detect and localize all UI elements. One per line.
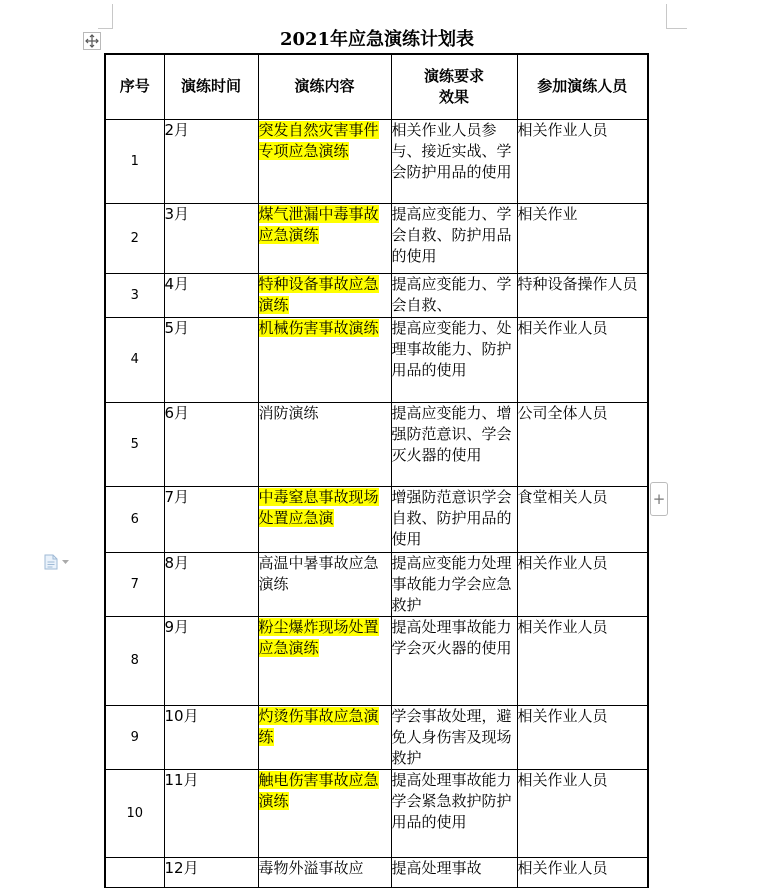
- cell-content[interactable]: [258, 273, 391, 317]
- move-icon: [85, 34, 99, 48]
- dropdown-arrow-icon: [62, 560, 69, 565]
- table-row: [105, 317, 648, 402]
- table-row: [105, 769, 648, 857]
- cell-content[interactable]: 消防演练: [258, 402, 391, 486]
- cell-personnel[interactable]: 特种设备操作人员: [517, 273, 648, 317]
- cell-content[interactable]: [258, 203, 391, 273]
- highlighted-text: 灼烫伤事故应急演练: [258, 706, 379, 746]
- cell-time[interactable]: 5月: [164, 317, 258, 402]
- cell-content[interactable]: [258, 705, 391, 769]
- cell-content[interactable]: [258, 769, 391, 857]
- cell-time[interactable]: 2月: [164, 119, 258, 203]
- cell-index[interactable]: 4: [105, 317, 164, 402]
- table-row: [105, 552, 648, 616]
- cell-time[interactable]: 12月: [164, 857, 258, 887]
- highlighted-text: 触电伤害事故应急演练: [258, 770, 379, 810]
- cell-personnel[interactable]: 相关作业人员: [517, 317, 648, 402]
- cell-personnel[interactable]: 相关作业人员: [517, 705, 648, 769]
- cell-personnel[interactable]: 相关作业人员: [517, 552, 648, 616]
- header-index: 序号: [105, 54, 164, 119]
- cell-personnel[interactable]: 公司全体人员: [517, 402, 648, 486]
- cell-requirement[interactable]: 提高应变能力处理事故能力学会应急救护: [391, 552, 517, 616]
- table-row: [105, 119, 648, 203]
- cell-content[interactable]: 高温中暑事故应急演练: [258, 552, 391, 616]
- table-row: [105, 273, 648, 317]
- cell-index[interactable]: 1: [105, 119, 164, 203]
- cell-personnel[interactable]: 相关作业人员: [517, 769, 648, 857]
- cell-time[interactable]: 6月: [164, 402, 258, 486]
- header-content: 演练内容: [258, 54, 391, 119]
- cell-personnel[interactable]: 相关作业人员: [517, 119, 648, 203]
- page-corner-mark-right: [666, 4, 687, 29]
- header-requirement: 演练要求 效果: [391, 54, 517, 119]
- cell-index[interactable]: 6: [105, 486, 164, 552]
- document-title: 2021年应急演练计划表: [279, 29, 475, 50]
- cell-time[interactable]: 11月: [164, 769, 258, 857]
- cell-requirement[interactable]: 提高应变能力、增强防范意识、学会灭火器的使用: [391, 402, 517, 486]
- highlighted-text: 粉尘爆炸现场处置应急演练: [258, 617, 379, 657]
- cell-index[interactable]: 9: [105, 705, 164, 769]
- cell-personnel[interactable]: 食堂相关人员: [517, 486, 648, 552]
- cell-time[interactable]: 9月: [164, 616, 258, 705]
- header-personnel: 参加演练人员: [517, 54, 648, 119]
- table-row: [105, 705, 648, 769]
- paragraph-menu[interactable]: [44, 554, 69, 570]
- highlighted-text: 突发自然灾害事件专项应急演练: [258, 120, 379, 160]
- cell-requirement[interactable]: 提高应变能力、处理事故能力、防护用品的使用: [391, 317, 517, 402]
- cell-personnel[interactable]: 相关作业人员: [517, 857, 648, 887]
- cell-content[interactable]: [258, 616, 391, 705]
- table-row: [105, 486, 648, 552]
- highlighted-text: 中毒窒息事故现场处置应急演: [258, 487, 379, 527]
- table-move-handle[interactable]: [83, 32, 101, 50]
- table-row: [105, 616, 648, 705]
- document-icon: [44, 554, 58, 570]
- cell-requirement[interactable]: 提高处理事故能力学会紧急救护防护用品的使用: [391, 769, 517, 857]
- cell-personnel[interactable]: 相关作业人员: [517, 616, 648, 705]
- cell-requirement[interactable]: 提高处理事故能力学会灭火器的使用: [391, 616, 517, 705]
- cell-time[interactable]: 4月: [164, 273, 258, 317]
- cell-index[interactable]: 7: [105, 552, 164, 616]
- cell-personnel[interactable]: 相关作业: [517, 203, 648, 273]
- cell-time[interactable]: 7月: [164, 486, 258, 552]
- highlighted-text: 煤气泄漏中毒事故应急演练: [258, 204, 379, 244]
- page-corner-mark-left: [98, 4, 113, 29]
- cell-content[interactable]: [258, 317, 391, 402]
- cell-requirement[interactable]: 提高应变能力、学会自救、: [391, 273, 517, 317]
- cell-requirement[interactable]: 相关作业人员参与、接近实战、学会防护用品的使用: [391, 119, 517, 203]
- highlighted-text: 特种设备事故应急演练: [258, 274, 379, 314]
- cell-time[interactable]: 10月: [164, 705, 258, 769]
- cell-requirement[interactable]: 提高处理事故: [391, 857, 517, 887]
- cell-requirement[interactable]: 提高应变能力、学会自救、防护用品的使用: [391, 203, 517, 273]
- cell-requirement[interactable]: 增强防范意识学会自救、防护用品的使用: [391, 486, 517, 552]
- add-column-button[interactable]: +: [650, 482, 668, 516]
- cell-index[interactable]: 2: [105, 203, 164, 273]
- cell-index[interactable]: 3: [105, 273, 164, 317]
- cell-index[interactable]: 8: [105, 616, 164, 705]
- table-row: [105, 203, 648, 273]
- cell-time[interactable]: 3月: [164, 203, 258, 273]
- cell-content[interactable]: 毒物外溢事故应: [258, 857, 391, 887]
- header-time: 演练时间: [164, 54, 258, 119]
- cell-content[interactable]: [258, 486, 391, 552]
- table-row: [105, 402, 648, 486]
- cell-requirement[interactable]: 学会事故处理，避免人身伤害及现场救护: [391, 705, 517, 769]
- cell-index[interactable]: 10: [105, 769, 164, 857]
- cell-content[interactable]: [258, 119, 391, 203]
- cell-index[interactable]: 5: [105, 402, 164, 486]
- drill-plan-table: [104, 53, 649, 888]
- highlighted-text: 机械伤害事故演练: [258, 318, 379, 337]
- cell-time[interactable]: 8月: [164, 552, 258, 616]
